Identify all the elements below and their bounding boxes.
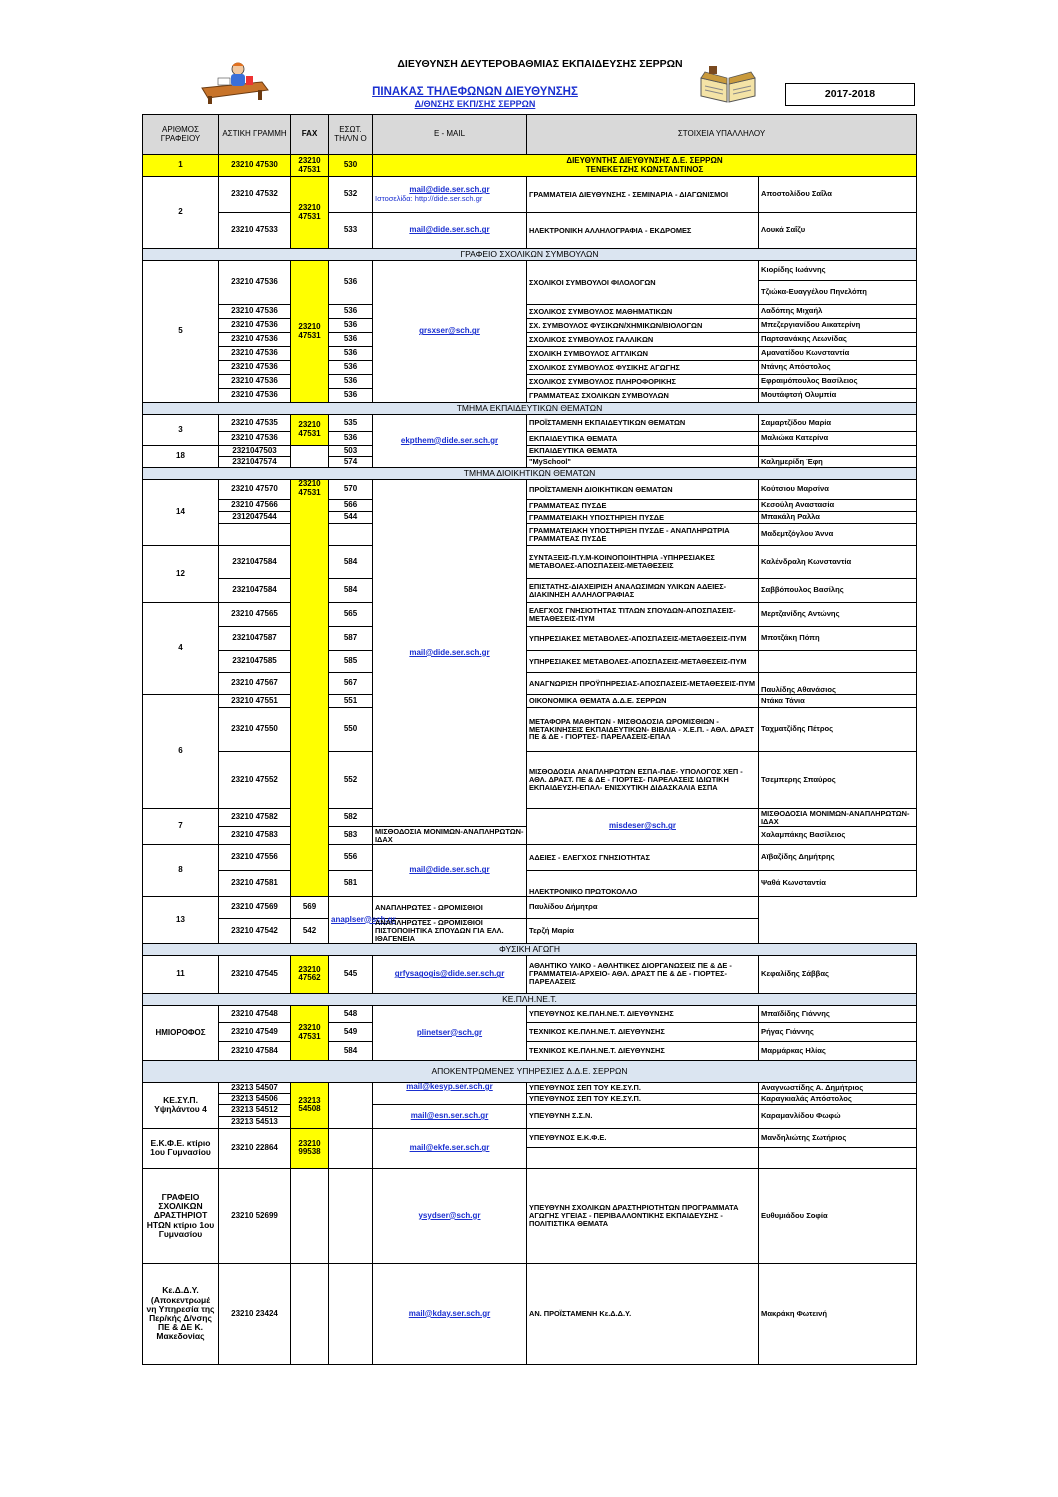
phone: 23210 47551 — [219, 695, 291, 708]
extension: 556 — [329, 845, 373, 871]
phone: 23210 47550 — [219, 708, 291, 752]
fax: 23210 47531 — [291, 155, 329, 177]
extension: 530 — [329, 155, 373, 177]
section-header: ΤΜΗΜΑ ΔΙΟΙΚΗΤΙΚΩΝ ΘΕΜΑΤΩΝ — [143, 468, 917, 480]
position: ΓΡΑΜΜΑΤΕΙΑ ΔΙΕΥΘΥΝΣΗΣ - ΣΕΜΙΝΑΡΙΑ - ΔΙΑΓΩΝΙΣΜΟΙ — [527, 177, 759, 213]
employee-name: Κιορίδης Ιωάννης — [759, 261, 917, 281]
phone: 23210 47532 — [219, 177, 291, 213]
table-row — [143, 845, 917, 871]
position: ΗΛΕΚΤΡΟΝΙΚΟ ΠΡΩΤΟΚΟΛΛΟ — [527, 871, 759, 897]
extension: 565 — [329, 603, 373, 627]
fax-empty — [291, 1168, 329, 1263]
extension: 581 — [329, 871, 373, 897]
table-row — [143, 512, 917, 524]
position: ΠΡΟΪΣΤΑΜΕΝΗ ΕΚΠΑΙΔΕΥΤΙΚΩΝ ΘΕΜΑΤΩΝ — [527, 415, 759, 432]
fax: 23210 47531 — [291, 415, 329, 446]
employee-name-empty — [759, 1147, 917, 1168]
position: ΓΡΑΜΜΑΤΕΙΑΚΗ ΥΠΟΣΤΗΡΙΞΗ ΠΥΣΔΕ - ΑΝΑΠΛΗΡΩΤΡΙΑ ΓΡΑΜΜΑΤΕΑΣ ΠΥΣΔΕ — [527, 524, 759, 546]
employee-name-empty — [759, 651, 917, 673]
employee-name: Καραμανλίδου Φωφώ — [759, 1104, 917, 1128]
extension-empty — [329, 1082, 373, 1128]
phone: 23210 47565 — [219, 603, 291, 627]
phone: 23210 47567 — [219, 673, 291, 695]
extension: 536 — [329, 319, 373, 333]
fax: 23210 47531 — [291, 261, 329, 403]
extension: 542 — [291, 919, 329, 944]
employee-name: Παυλίδου Δήμητρα — [527, 897, 759, 919]
table-row — [143, 446, 917, 457]
phone: 23210 47545 — [219, 955, 291, 993]
position: ΥΠΕΥΘΥΝΟΣ ΣΕΠ ΤΟΥ ΚΕ.ΣΥ.Π. — [527, 1093, 759, 1104]
table-row — [143, 1005, 917, 1022]
phone: 23210 47536 — [219, 361, 291, 375]
phone: 23210 47536 — [219, 347, 291, 361]
phone: 23210 47570 — [219, 480, 291, 500]
office-number: 6 — [143, 695, 219, 809]
employee-name: Κεσούλη Αναστασία — [759, 500, 917, 512]
employee-name: Ταχματζίδης Πέτρος — [759, 708, 917, 752]
employee-name: Σαββόπουλος Βασίλης — [759, 579, 917, 603]
fax: 23210 47531 — [291, 480, 329, 897]
extension: 567 — [329, 673, 373, 695]
table-row — [143, 897, 917, 919]
phone: 2312047544 — [219, 512, 291, 524]
table-row — [143, 1168, 917, 1263]
phone: 23213 54513 — [219, 1116, 291, 1128]
position: ΕΚΠΑΙΔΕΥΤΙΚΑ ΘΕΜΑΤΑ — [527, 446, 759, 457]
table-row — [143, 1041, 917, 1060]
col-employee: ΣΤΟΙΧΕΙΑ ΥΠΑΛΛΗΛΟΥ — [527, 115, 917, 155]
office-number: 2 — [143, 177, 219, 249]
office-number: ΗΜΙΟΡΟΦΟΣ — [143, 1005, 219, 1060]
employee-name: Μπεζεργιανίδου Αικατερίνη — [759, 319, 917, 333]
employee-name: Αϊβαζίδης Δημήτρης — [759, 845, 917, 871]
phone: 23210 47536 — [219, 261, 291, 305]
position: ΣΥΝΤΑΞΕΙΣ-Π.Υ.Μ-ΚΟΙΝΟΠΟΙΗΤΗΡΙΑ -ΥΠΗΡΕΣΙΑΚΕΣ ΜΕΤΑΒΟΛΕΣ-ΑΠΟΣΠΑΣΕΙΣ-ΜΕΤΑΘΕΣΕΙΣ — [527, 546, 759, 579]
position: ΣΧΟΛΙΚΟΣ ΣΥΜΒΟΥΛΟΣ ΓΑΛΛΙΚΩΝ — [527, 333, 759, 347]
extension: 536 — [329, 305, 373, 319]
table-row — [143, 752, 917, 809]
email-link[interactable]: mail@dide.ser.sch.gr — [373, 213, 527, 249]
position: ΕΠΙΣΤΑΤΗΣ-ΔΙΑΧΕΙΡΙΣΗ ΑΝΑΛΩΣΙΜΩΝ ΥΛΙΚΩΝ ΑΔΕΙΕΣ-ΔΙΑΚΙΝΗΣΗ ΑΛΛΗΛΟΓΡΑΦΙΑΣ — [527, 579, 759, 603]
fax: 23210 47531 — [291, 1005, 329, 1060]
extension: 587 — [329, 627, 373, 651]
employee-name-empty — [759, 446, 917, 457]
position: ΣΧΟΛΙΚΟΣ ΣΥΜΒΟΥΛΟΣ ΦΥΣΙΚΗΣ ΑΓΩΓΗΣ — [527, 361, 759, 375]
extension: 585 — [329, 651, 373, 673]
position: ΥΠΕΥΘΥΝΟΣ Ε.Κ.Φ.Ε. — [527, 1128, 759, 1147]
position: ΠΡΟΪΣΤΑΜΕΝΗ ΔΙΟΙΚΗΤΙΚΩΝ ΘΕΜΑΤΩΝ — [527, 480, 759, 500]
section-header: ΦΥΣΙΚΗ ΑΓΩΓΗ — [143, 943, 917, 955]
fax: 23210 99538 — [291, 1128, 329, 1168]
extension: 583 — [329, 827, 373, 845]
position: ΑΘΛΗΤΙΚΟ ΥΛΙΚΟ - ΑΘΛΗΤΙΚΕΣ ΔΙΟΡΓΑΝΩΣΕΙΣ ΠΕ & ΔΕ - ΓΡΑΜΜΑΤΕΙΑ-ΑΡΧΕΙΟ- ΑΘΛ. ΔΡΑΣΤ ΠΕ & ΔΕ - ΓΙΟΡΤΕΣ- ΠΑΡΕΛΑΣΕΙΣ — [527, 955, 759, 993]
extension: 584 — [329, 546, 373, 579]
employee-name: Τζιώκα-Ευαγγέλου Πηνελόπη — [759, 281, 917, 305]
table-row — [143, 955, 917, 993]
person-at-desk-illustration — [198, 60, 270, 105]
table-row — [143, 389, 917, 403]
office-number: ΚΕ.ΣΥ.Π. Υψηλάντου 4 — [143, 1082, 219, 1128]
phone: 23210 47581 — [219, 871, 291, 897]
position: ΥΠΕΥΘΥΝΗ ΣΧΟΛΙΚΩΝ ΔΡΑΣΤΗΡΙΟΤΗΤΩΝ ΠΡΟΓΡΑΜΜΑΤΑ ΑΓΩΓΗΣ ΥΓΕΙΑΣ - ΠΕΡΙΒΑΛΛΟΝΤΙΚΗΣ ΕΚΠΑΙΔΕΥΣΗΣ - ΠΟΛΙΤΙΣΤΙΚΑ ΘΕΜΑΤΑ — [527, 1168, 759, 1263]
email-link[interactable]: mail@esn.ser.sch.gr — [373, 1104, 527, 1128]
email-link[interactable]: mail@dide.ser.sch.gr — [373, 845, 527, 897]
table-row — [143, 500, 917, 512]
employee-name: Ντάνης Απόστολος — [759, 361, 917, 375]
position: ΜΙΣΘΟΔΟΣΙΑ ΜΟΝΙΜΩΝ-ΑΝΑΠΛΗΡΩΤΩΝ-ΙΔΑΧ — [759, 809, 917, 827]
col-email: E - MAIL — [373, 115, 527, 155]
fax: 23213 54508 — [291, 1082, 329, 1128]
position: ΟΙΚΟΝΟΜΙΚΑ ΘΕΜΑΤΑ Δ.Δ.Ε. ΣΕΡΡΩΝ — [527, 695, 759, 708]
phone: 23210 47549 — [219, 1022, 291, 1041]
table-row — [143, 319, 917, 333]
phone: 23210 52699 — [219, 1168, 291, 1263]
phone-directory-table — [142, 114, 917, 1365]
email-link[interactable]: mail@kday.ser.sch.gr — [373, 1263, 527, 1364]
phone: 23210 22864 — [219, 1128, 291, 1168]
position: ΜΕΤΑΦΟΡΑ ΜΑΘΗΤΩΝ - ΜΙΣΘΟΔΟΣΙΑ ΩΡΟΜΙΣΘΙΩΝ - ΜΕΤΑΚΙΝΗΣΕΙΣ ΕΚΠΑΙΔΕΥΤΙΚΩΝ- ΒΙΒΛΙΑ - Χ.Ε.Π. - ΑΘΛ. ΔΡΑΣΤ ΠΕ & ΔΕ - ΓΙΟΡΤΕΣ- ΠΑΡΕΛΑΣΕΙΣ-ΕΠΑΛ — [527, 708, 759, 752]
position: ΣΧ. ΣΥΜΒΟΥΛΟΣ ΦΥΣΙΚΩΝ/ΧΗΜΙΚΩΝ/ΒΙΟΛΟΓΩΝ — [527, 319, 759, 333]
col-fax: FAX — [291, 115, 329, 155]
office-number: Κε.Δ.Δ.Υ. (Αποκεντρωμέ νη Υπηρεσία της Περ/κής Δ/νσης ΠΕ & ΔΕ Κ. Μακεδονίας — [143, 1263, 219, 1364]
phone: 23210 47533 — [219, 213, 291, 249]
employee-name: Αναγνωστίδης Α. Δημήτριος — [759, 1082, 917, 1093]
col-ext: ΕΣΩΤ. ΤΗΛ/Ν Ο — [329, 115, 373, 155]
table-row — [143, 480, 917, 500]
table-row — [143, 871, 917, 897]
email-link[interactable]: mail@dide.ser.sch.gr — [409, 185, 490, 195]
extension: 549 — [329, 1022, 373, 1041]
employee-name: Καραγκιαλάς Απόστολος — [759, 1093, 917, 1104]
phone: 23210 47542 — [219, 919, 291, 944]
extension: 566 — [329, 500, 373, 512]
employee-name: Αμανατίδου Κωνσταντία — [759, 347, 917, 361]
email-link[interactable]: mail@ekfe.ser.sch.gr — [373, 1128, 527, 1168]
table-row — [143, 524, 917, 546]
employee-name: Μανδηλιώτης Σωτήριος — [759, 1128, 917, 1147]
employee-name: Μποτζάκη Πόπη — [759, 627, 917, 651]
position: ΓΡΑΜΜΑΤΕΙΑΚΗ ΥΠΟΣΤΗΡΙΞΗ ΠΥΣΔΕ — [527, 512, 759, 524]
extension: 536 — [329, 261, 373, 305]
phone: 23210 47536 — [219, 319, 291, 333]
table-header — [143, 115, 917, 155]
table-row — [143, 1104, 917, 1116]
email-link[interactable]: plinetser@sch.gr — [373, 1005, 527, 1060]
table-row — [143, 919, 917, 944]
phone: 23210 47536 — [219, 333, 291, 347]
email-link[interactable]: mail@dide.ser.sch.gr — [373, 480, 527, 827]
extension-empty — [329, 1168, 373, 1263]
director-name: ΤΕΝΕΚΕΤΖΗΣ ΚΩΝΣΤΑΝΤΙΝΟΣ — [585, 164, 704, 174]
extension: 548 — [329, 1005, 373, 1022]
fax: 23210 47562 — [291, 955, 329, 993]
employee-name: Λουκά Σαΐζυ — [759, 213, 917, 249]
fax: 23210 47531 — [291, 177, 329, 249]
extension: 552 — [329, 752, 373, 809]
table-row — [143, 333, 917, 347]
phone: 2321047584 — [219, 546, 291, 579]
extension: 536 — [329, 333, 373, 347]
employee-name: Κεφαλίδης Σάββας — [759, 955, 917, 993]
office-number: 7 — [143, 809, 219, 845]
fax-empty — [291, 1263, 329, 1364]
position: ΑΝΑΠΛΗΡΩΤΕΣ - ΩΡΟΜΙΣΘΙΟΙ ΠΙΣΤΟΠΟΙΗΤΙΚΑ ΣΠΟΥΔΩΝ ΓΙΑ ΕΛΛ. ΙΘΑΓΕΝΕΙΑ — [373, 919, 527, 944]
office-number: 12 — [143, 546, 219, 603]
table-row — [143, 695, 917, 708]
employee-name: Λαδόπης Μιχαήλ — [759, 305, 917, 319]
position: ΥΠΕΥΘΥΝΟΣ ΚΕ.ΠΛΗ.ΝΕ.Τ. ΔΙΕΥΘΥΝΣΗΣ — [527, 1005, 759, 1022]
employee-name: Μουτάφτσή Ολυμπία — [759, 389, 917, 403]
extension: 584 — [329, 1041, 373, 1060]
phone-empty — [219, 524, 291, 546]
office-number: ΓΡΑΦΕΙΟ ΣΧΟΛΙΚΩΝ ΔΡΑΣΤΗΡΙΟΤ ΗΤΩΝ κτίριο 1ου Γυμνασίου — [143, 1168, 219, 1263]
position: ΣΧΟΛΙΚΟΣ ΣΥΜΒΟΥΛΟΣ ΜΑΘΗΜΑΤΙΚΩΝ — [527, 305, 759, 319]
table-row — [143, 347, 917, 361]
phone: 23210 47530 — [219, 155, 291, 177]
employee-name: Μακράκη Φωτεινή — [759, 1263, 917, 1364]
extension: 536 — [329, 389, 373, 403]
director-cell — [373, 155, 917, 177]
page-subtitle-2: Δ/ΘΝΣΗΣ ΕΚΠ/ΣΗΣ ΣΕΡΡΩΝ — [414, 99, 536, 109]
employee-name: Μαρμάρκας Ηλίας — [759, 1041, 917, 1060]
table-row — [143, 627, 917, 651]
phone: 23213 54512 — [219, 1104, 291, 1116]
extension: 532 — [329, 177, 373, 213]
extension: 536 — [329, 361, 373, 375]
email-cell — [373, 177, 527, 213]
employee-name: Χαλαμπάκης Βασίλειος — [759, 827, 917, 845]
position: ΣΧΟΛΙΚΟΣ ΣΥΜΒΟΥΛΟΣ ΠΛΗΡΟΦΟΡΙΚΗΣ — [527, 375, 759, 389]
table-row — [143, 457, 917, 468]
table-row — [143, 1263, 917, 1364]
position: ΥΠΗΡΕΣΙΑΚΕΣ ΜΕΤΑΒΟΛΕΣ-ΑΠΟΣΠΑΣΕΙΣ-ΜΕΤΑΘΕΣΕΙΣ-ΠΥΜ — [527, 627, 759, 651]
phone: 23210 47566 — [219, 500, 291, 512]
employee-name: Τερζή Μαρία — [527, 919, 759, 944]
table-row — [143, 1022, 917, 1041]
position: ΑΝ. ΠΡΟΪΣΤΑΜΕΝΗ Κε.Δ.Δ.Υ. — [527, 1263, 759, 1364]
phone: 2321047574 — [219, 457, 291, 468]
employee-name: Κούτσιου Μαρσίνα — [759, 480, 917, 500]
phone: 2321047585 — [219, 651, 291, 673]
phone: 23210 47536 — [219, 305, 291, 319]
employee-name: Παρτσανάκης Λεωνίδας — [759, 333, 917, 347]
phone: 2321047587 — [219, 627, 291, 651]
phone: 23210 47582 — [219, 809, 291, 827]
position: ΕΚΠΑΙΔΕΥΤΙΚΑ ΘΕΜΑΤΑ — [527, 432, 759, 446]
open-book-illustration — [697, 66, 759, 104]
table-row — [143, 305, 917, 319]
office-number: 4 — [143, 603, 219, 695]
employee-name: Αποστολίδου Σαΐλα — [759, 177, 917, 213]
email-link[interactable]: anaplser@sch.gr — [329, 897, 373, 944]
extension: 533 — [329, 213, 373, 249]
section-header: ΤΜΗΜΑ ΕΚΠΑΙΔΕΥΤΙΚΩΝ ΘΕΜΑΤΩΝ — [143, 403, 917, 415]
position: ΜΙΣΘΟΔΟΣΙΑ ΜΟΝΙΜΩΝ-ΑΝΑΠΛΗΡΩΤΩΝ-ΙΔΑΧ — [373, 827, 527, 845]
table-row — [143, 213, 917, 249]
phone: 23210 47569 — [219, 897, 291, 919]
employee-name: Μπακάλη Ραλλα — [759, 512, 917, 524]
employee-name: Ρήγας Γιάννης — [759, 1022, 917, 1041]
table-row — [143, 579, 917, 603]
director-title: ΔΙΕΥΘΥΝΤΗΣ ΔΙΕΥΘΥΝΣΗΣ Δ.Ε. ΣΕΡΡΩΝ — [566, 155, 723, 165]
extension-empty — [329, 524, 373, 546]
table-row — [143, 1082, 917, 1093]
extension: 584 — [329, 579, 373, 603]
office-number: 14 — [143, 480, 219, 546]
phone: 23210 47535 — [219, 415, 291, 432]
extension: 535 — [329, 415, 373, 432]
extension: 574 — [329, 457, 373, 468]
extension: 570 — [329, 480, 373, 500]
email-link[interactable]: misdeser@sch.gr — [527, 809, 759, 845]
extension: 582 — [329, 809, 373, 827]
extension: 545 — [329, 955, 373, 993]
employee-name: Εφραιμόπουλος Βασίλειος — [759, 375, 917, 389]
employee-name: Ψαθά Κωνσταντία — [759, 871, 917, 897]
extension-empty — [329, 1263, 373, 1364]
section-header: ΓΡΑΦΕΙΟ ΣΧΟΛΙΚΩΝ ΣΥΜΒΟΥΛΩΝ — [143, 249, 917, 261]
section-header: ΚΕ.ΠΛΗ.ΝΕ.Τ. — [143, 993, 917, 1005]
position: ΓΡΑΜΜΑΤΕΑΣ ΠΥΣΔΕ — [527, 500, 759, 512]
phone: 23210 47536 — [219, 389, 291, 403]
table-row — [143, 432, 917, 446]
phone: 23210 47548 — [219, 1005, 291, 1022]
employee-name: Καλημερίδη Έφη — [759, 457, 917, 468]
office-number: 11 — [143, 955, 219, 993]
office-number: 18 — [143, 446, 219, 468]
employee-name: Παυλίδης Αθανάσιος — [759, 673, 917, 695]
table-row — [143, 603, 917, 627]
extension-empty — [329, 1128, 373, 1168]
extension: 550 — [329, 708, 373, 752]
phone: 23213 54507 — [219, 1082, 291, 1093]
extension: 503 — [329, 446, 373, 457]
email-link[interactable]: ekpthem@dide.ser.sch.gr — [373, 415, 527, 468]
col-phone: ΑΣΤΙΚΗ ΓΡΑΜΜΗ — [219, 115, 291, 155]
table-row — [143, 361, 917, 375]
employee-name: Σαμαρτζίδου Μαρία — [759, 415, 917, 432]
position: ΓΡΑΜΜΑΤΕΑΣ ΣΧΟΛΙΚΩΝ ΣΥΜΒΟΥΛΩΝ — [527, 389, 759, 403]
position: ΣΧΟΛΙΚΗ ΣΥΜΒΟΥΛΟΣ ΑΓΓΛΙΚΩΝ — [527, 347, 759, 361]
table-row — [143, 155, 917, 177]
extension: 551 — [329, 695, 373, 708]
employee-name: Μπαϊδίδης Γιάννης — [759, 1005, 917, 1022]
extension: 536 — [329, 347, 373, 361]
extension: 536 — [329, 375, 373, 389]
extension: 536 — [329, 432, 373, 446]
employee-name: Μερτζανίδης Αντώνης — [759, 603, 917, 627]
table-row — [143, 708, 917, 752]
phone: 23213 54506 — [219, 1093, 291, 1104]
position: ΗΛΕΚΤΡΟΝΙΚΗ ΑΛΛΗΛΟΓΡΑΦΙΑ - ΕΚΔΡΟΜΕΣ — [527, 213, 759, 249]
position-empty — [527, 1147, 759, 1168]
position: "MySchool" — [527, 457, 759, 468]
email-link[interactable]: ysydser@sch.gr — [373, 1168, 527, 1263]
phone: 23210 47552 — [219, 752, 291, 809]
phone: 23210 47536 — [219, 375, 291, 389]
position: ΤΕΧΝΙΚΟΣ ΚΕ.ΠΛΗ.ΝΕ.Τ. ΔΙΕΥΘΥΝΣΗΣ — [527, 1041, 759, 1060]
extension: 544 — [329, 512, 373, 524]
position: ΥΠΕΥΘΥΝΟΣ ΣΕΠ ΤΟΥ ΚΕ.ΣΥ.Π. — [527, 1082, 759, 1093]
phone: 23210 47584 — [219, 1041, 291, 1060]
position: ΣΧΟΛΙΚΟΙ ΣΥΜΒΟΥΛΟΙ ΦΙΛΟΛΟΓΩΝ — [527, 261, 759, 305]
office-number: Ε.Κ.Φ.Ε. κτίριο 1ου Γυμνασίου — [143, 1128, 219, 1168]
position: ΕΛΕΓΧΟΣ ΓΝΗΣΙΟΤΗΤΑΣ ΤΙΤΛΩΝ ΣΠΟΥΔΩΝ-ΑΠΟΣΠΑΣΕΙΣ-ΜΕΤΑΘΕΣΕΙΣ-ΠΥΜ — [527, 603, 759, 627]
table-row — [143, 673, 917, 695]
table-row — [143, 651, 917, 673]
col-office: ΑΡΙΘΜΟΣ ΓΡΑΦΕΙΟΥ — [143, 115, 219, 155]
table-row — [143, 375, 917, 389]
office-number: 1 — [143, 155, 219, 177]
position: ΜΙΣΘΟΔΟΣΙΑ ΑΝΑΠΛΗΡΩΤΩΝ ΕΣΠΑ-ΠΔΕ- ΥΠΟΛΟΓΟΣ ΧΕΠ - ΑΘΛ. ΔΡΑΣΤ. ΠΕ & ΔΕ - ΓΙΟΡΤΕΣ- ΠΑΡΕΛΑΣΕΙΣ ΙΔΙΩΤΙΚΗ ΕΚΠΑΙΔΕΥΣΗ-ΕΠΑΛ- ΕΝΙΣΧΥΤΙΚΗ ΔΙΔΑΣΚΑΛΙΑ ΕΣΠΑ — [527, 752, 759, 809]
table-row — [143, 809, 917, 827]
table-row — [143, 1093, 917, 1104]
position: ΥΠΗΡΕΣΙΑΚΕΣ ΜΕΤΑΒΟΛΕΣ-ΑΠΟΣΠΑΣΕΙΣ-ΜΕΤΑΘΕΣΕΙΣ-ΠΥΜ — [527, 651, 759, 673]
extension: 569 — [291, 897, 329, 919]
page-title: ΔΙΕΥΘΥΝΣΗ ΔΕΥΤΕΡΟΒΑΘΜΙΑΣ ΕΚΠΑΙΔΕΥΣΗΣ ΣΕΡΡΩΝ — [397, 58, 683, 70]
phone: 23210 47556 — [219, 845, 291, 871]
office-number: 3 — [143, 415, 219, 446]
employee-name: Ντάκα Τάνια — [759, 695, 917, 708]
position: ΑΔΕΙΕΣ - ΕΛΕΓΧΟΣ ΓΝΗΣΙΟΤΗΤΑΣ — [527, 845, 759, 871]
office-number: 13 — [143, 897, 219, 944]
employee-name: Τσεμπερης Σπαύρος — [759, 752, 917, 809]
phone: 23210 47583 — [219, 827, 291, 845]
table-row — [143, 1128, 917, 1147]
employee-name: Μαδεμτζόγλου Άννα — [759, 524, 917, 546]
fax-empty — [291, 446, 329, 468]
employee-name: Ευθυμιάδου Σοφία — [759, 1168, 917, 1263]
employee-name: Καλένδραλη Κωνσταντία — [759, 546, 917, 579]
office-number: 8 — [143, 845, 219, 897]
phone: 2321047503 — [219, 446, 291, 457]
page-subtitle: ΠΙΝΑΚΑΣ ΤΗΛΕΦΩΝΩΝ ΔΙΕΥΘΥΝΣΗΣ — [372, 86, 578, 98]
phone: 2321047584 — [219, 579, 291, 603]
position: ΥΠΕΥΘΥΝΗ Σ.Σ.Ν. — [527, 1104, 759, 1128]
employee-name: Μαλιώκα Κατερίνα — [759, 432, 917, 446]
email-link[interactable]: grsxser@sch.gr — [373, 261, 527, 403]
position: ΑΝΑΠΛΗΡΩΤΕΣ - ΩΡΟΜΙΣΘΙΟΙ — [373, 897, 527, 919]
section-header: ΑΠΟΚΕΝΤΡΩΜΕΝΕΣ ΥΠΗΡΕΣΙΕΣ Δ.Δ.Ε. ΣΕΡΡΩΝ — [143, 1060, 917, 1082]
office-number: 5 — [143, 261, 219, 403]
table-row — [143, 546, 917, 579]
position: ΤΕΧΝΙΚΟΣ ΚΕ.ΠΛΗ.ΝΕ.Τ. ΔΙΕΥΘΥΝΣΗΣ — [527, 1022, 759, 1041]
email-link[interactable]: grfysagogis@dide.ser.sch.gr — [373, 955, 527, 993]
phone: 23210 23424 — [219, 1263, 291, 1364]
website-link[interactable]: Ιστοσελίδα: http://dide.ser.sch.gr — [375, 193, 483, 203]
table-row — [143, 415, 917, 432]
email-link[interactable]: mail@kesyp.ser.sch.gr — [373, 1082, 527, 1104]
table-row — [143, 177, 917, 213]
table-row — [143, 261, 917, 281]
position: ΑΝΑΓΝΩΡΙΣΗ ΠΡΟΫΠΗΡΕΣΙΑΣ-ΑΠΟΣΠΑΣΕΙΣ-ΜΕΤΑΘΕΣΕΙΣ-ΠΥΜ — [527, 673, 759, 695]
phone: 23210 47536 — [219, 432, 291, 446]
school-year-box: 2017-2018 — [785, 83, 915, 106]
